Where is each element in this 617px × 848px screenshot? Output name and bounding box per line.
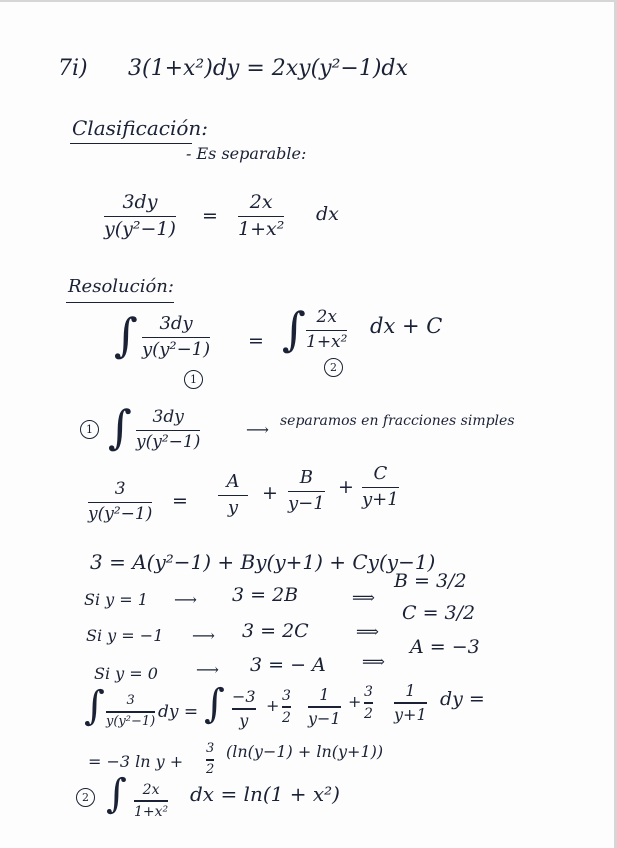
case3-result: A = −3 <box>410 636 480 658</box>
part1-note: separamos en fracciones simples <box>280 413 515 429</box>
pf-b-fraction <box>288 468 325 515</box>
integral-dy-equals: dy = <box>158 702 199 722</box>
fraction-bar <box>206 759 214 761</box>
arrow-icon: ⟶ <box>196 660 219 679</box>
classification-rhs-numerator: 2x <box>249 191 273 213</box>
case2-result: C = 3/2 <box>402 602 476 624</box>
resolution-underline <box>66 302 174 303</box>
resolution-rhs-fraction <box>306 308 347 353</box>
classification-lhs-fraction <box>104 192 176 241</box>
fraction-bar <box>142 337 210 339</box>
term2-coefficient <box>282 688 291 726</box>
classification-note: - Es separable: <box>186 144 307 163</box>
pf-a-numerator: A <box>226 471 240 492</box>
fraction-bar <box>232 708 256 710</box>
fraction-bar <box>106 711 155 713</box>
arrow-icon: ⟶ <box>246 420 269 439</box>
integral-lhs-denominator: y(y²−1) <box>106 713 156 729</box>
pf-b-numerator: B <box>299 467 313 488</box>
result-coefficient-denominator: 2 <box>206 761 215 777</box>
fraction-bar <box>394 702 427 704</box>
pf-lhs-denominator: y(y²−1) <box>88 504 153 525</box>
case1-equation: 3 = 2B <box>232 584 299 606</box>
part1-denominator: y(y²−1) <box>136 432 201 453</box>
fraction-bar <box>136 430 200 432</box>
integral-sign: ∫ <box>84 683 105 729</box>
resolution-rhs-numerator: 2x <box>316 307 337 327</box>
implies-icon: ⟹ <box>352 588 375 607</box>
part1-numerator: 3dy <box>152 407 184 427</box>
term1-fraction <box>232 688 256 730</box>
pf-lhs-numerator: 3 <box>114 479 126 499</box>
classification-rhs-denominator: 1+x² <box>238 218 285 241</box>
fraction-bar <box>282 706 291 708</box>
plus-sign: + <box>348 692 362 711</box>
fraction-bar <box>364 702 373 704</box>
part1-fraction <box>136 408 200 453</box>
part1-marker: 1 <box>80 420 99 439</box>
problem-equation: 3(1+x²)dy = 2xy(y²−1)dx <box>128 56 408 81</box>
term3-coefficient-denominator: 2 <box>364 705 373 722</box>
problem-number: 7i) <box>58 56 88 81</box>
resolution-marker-2: 2 <box>324 358 343 377</box>
plus-sign: + <box>266 696 280 715</box>
classification-equals: = <box>202 205 218 227</box>
resolution-rhs-integral-sign: ∫ <box>282 302 306 356</box>
arrow-icon: ⟶ <box>174 590 197 609</box>
term3-numerator: 1 <box>405 681 416 700</box>
fraction-bar <box>288 491 325 493</box>
term1-denominator: y <box>239 710 249 730</box>
pf-identity: 3 = A(y²−1) + By(y+1) + Cy(y−1) <box>90 550 436 574</box>
part2-result: dx = ln(1 + x²) <box>190 782 340 806</box>
term2-coefficient-numerator: 3 <box>282 688 291 704</box>
pf-plus-2: + <box>338 476 354 498</box>
part1-integral-sign: ∫ <box>108 400 132 454</box>
term2-numerator: 1 <box>319 685 330 704</box>
classification-rhs-tail: dx <box>316 203 339 225</box>
term1-numerator: −3 <box>232 687 256 706</box>
case1-condition: Si y = 1 <box>84 590 148 609</box>
part2-fraction <box>134 782 168 820</box>
fraction-bar <box>88 502 152 504</box>
case1-result: B = 3/2 <box>394 570 467 592</box>
implies-icon: ⟹ <box>362 652 385 671</box>
term3-fraction <box>394 682 427 724</box>
classification-underline <box>70 143 192 144</box>
arrow-icon: ⟶ <box>192 626 215 645</box>
case3-condition: Si y = 0 <box>94 664 158 683</box>
term2-denominator: y−1 <box>308 708 341 728</box>
result-coefficient <box>206 742 214 777</box>
integral-dy-equals-2: dy = <box>440 688 485 710</box>
classification-lhs-denominator: y(y²−1) <box>104 218 176 241</box>
part2-denominator: 1+x² <box>134 803 169 820</box>
resolution-rhs-tail: dx + C <box>370 314 443 338</box>
classification-heading: Clasificación: <box>72 116 209 140</box>
resolution-lhs-fraction <box>142 314 210 361</box>
fraction-bar <box>104 216 176 218</box>
fraction-bar <box>134 800 168 802</box>
pf-c-fraction <box>362 464 399 511</box>
fraction-bar <box>238 216 284 218</box>
case2-equation: 3 = 2C <box>242 620 309 642</box>
fraction-bar <box>306 330 347 332</box>
integral-lhs-numerator: 3 <box>126 693 135 708</box>
resolution-lhs-denominator: y(y²−1) <box>142 339 211 361</box>
term2-fraction <box>308 686 341 728</box>
resolution-marker-1: 1 <box>184 370 203 389</box>
part2-integral-sign: ∫ <box>106 771 127 817</box>
pf-a-denominator: y <box>227 497 239 519</box>
implies-icon: ⟹ <box>356 622 379 641</box>
pf-equals: = <box>172 490 188 512</box>
term3-denominator: y+1 <box>394 704 427 724</box>
resolution-rhs-denominator: 1+x² <box>306 332 348 353</box>
pf-a-fraction <box>218 472 248 519</box>
pf-b-denominator: y−1 <box>288 493 325 515</box>
fraction-bar <box>362 487 399 489</box>
classification-lhs-numerator: 3dy <box>122 191 158 213</box>
integral-lhs-fraction <box>106 694 155 729</box>
fraction-bar <box>218 495 248 497</box>
integral-result-b: (ln(y−1) + ln(y+1)) <box>226 742 384 761</box>
resolution-lhs-integral-sign: ∫ <box>114 308 138 362</box>
case3-equation: 3 = − A <box>250 654 326 676</box>
page-top-edge <box>0 0 617 2</box>
classification-rhs-fraction <box>238 192 284 241</box>
pf-c-denominator: y+1 <box>362 489 399 511</box>
result-coefficient-numerator: 3 <box>206 741 215 756</box>
fraction-bar <box>308 706 341 708</box>
part2-numerator: 2x <box>142 782 160 798</box>
term3-coefficient <box>364 684 373 722</box>
resolution-lhs-numerator: 3dy <box>159 313 193 334</box>
term3-coefficient-numerator: 3 <box>364 684 373 700</box>
integral-result-a: = −3 ln y + <box>88 752 184 771</box>
integral-sign: ∫ <box>204 681 225 727</box>
resolution-equals: = <box>248 330 264 352</box>
case2-condition: Si y = −1 <box>86 626 164 645</box>
pf-lhs-fraction <box>88 480 152 525</box>
term2-coefficient-denominator: 2 <box>282 709 291 726</box>
pf-plus-1: + <box>262 482 278 504</box>
part2-marker: 2 <box>76 788 95 807</box>
resolution-heading: Resolución: <box>68 276 174 297</box>
pf-c-numerator: C <box>373 463 388 484</box>
